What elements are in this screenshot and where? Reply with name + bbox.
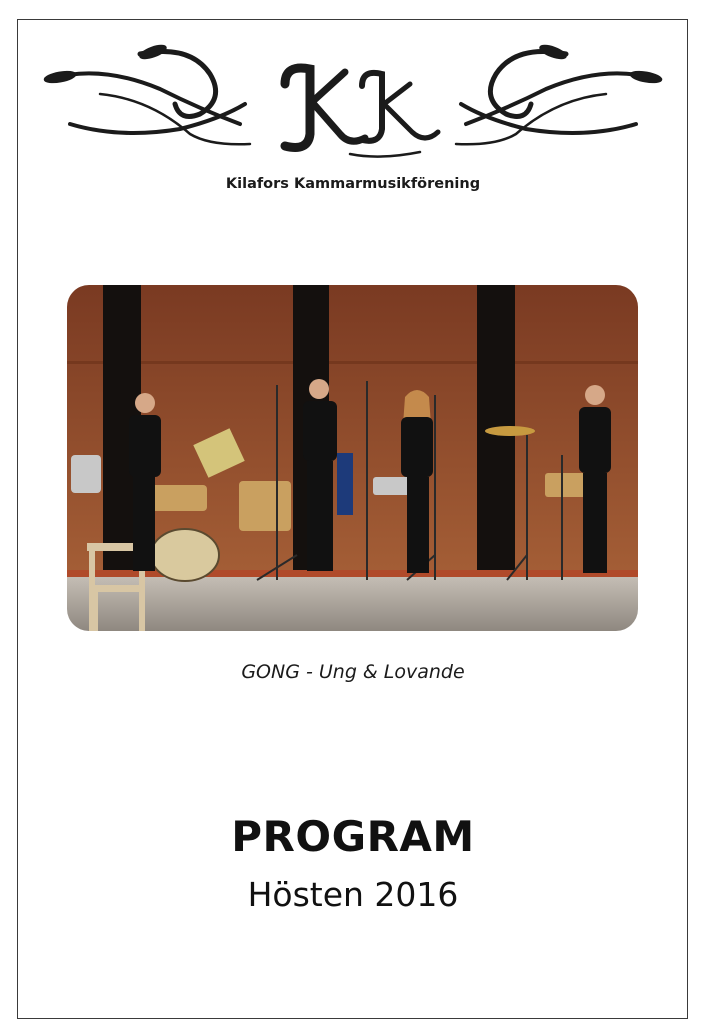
logo-ornament xyxy=(40,34,666,164)
season-label: Hösten 2016 xyxy=(247,875,459,914)
ensemble-photo xyxy=(67,285,638,631)
program-title: PROGRAM xyxy=(231,812,475,861)
organization-name: Kilafors Kammarmusikförening xyxy=(225,176,481,192)
concert-subtitle: GONG - Ung & Lovande xyxy=(241,661,465,683)
